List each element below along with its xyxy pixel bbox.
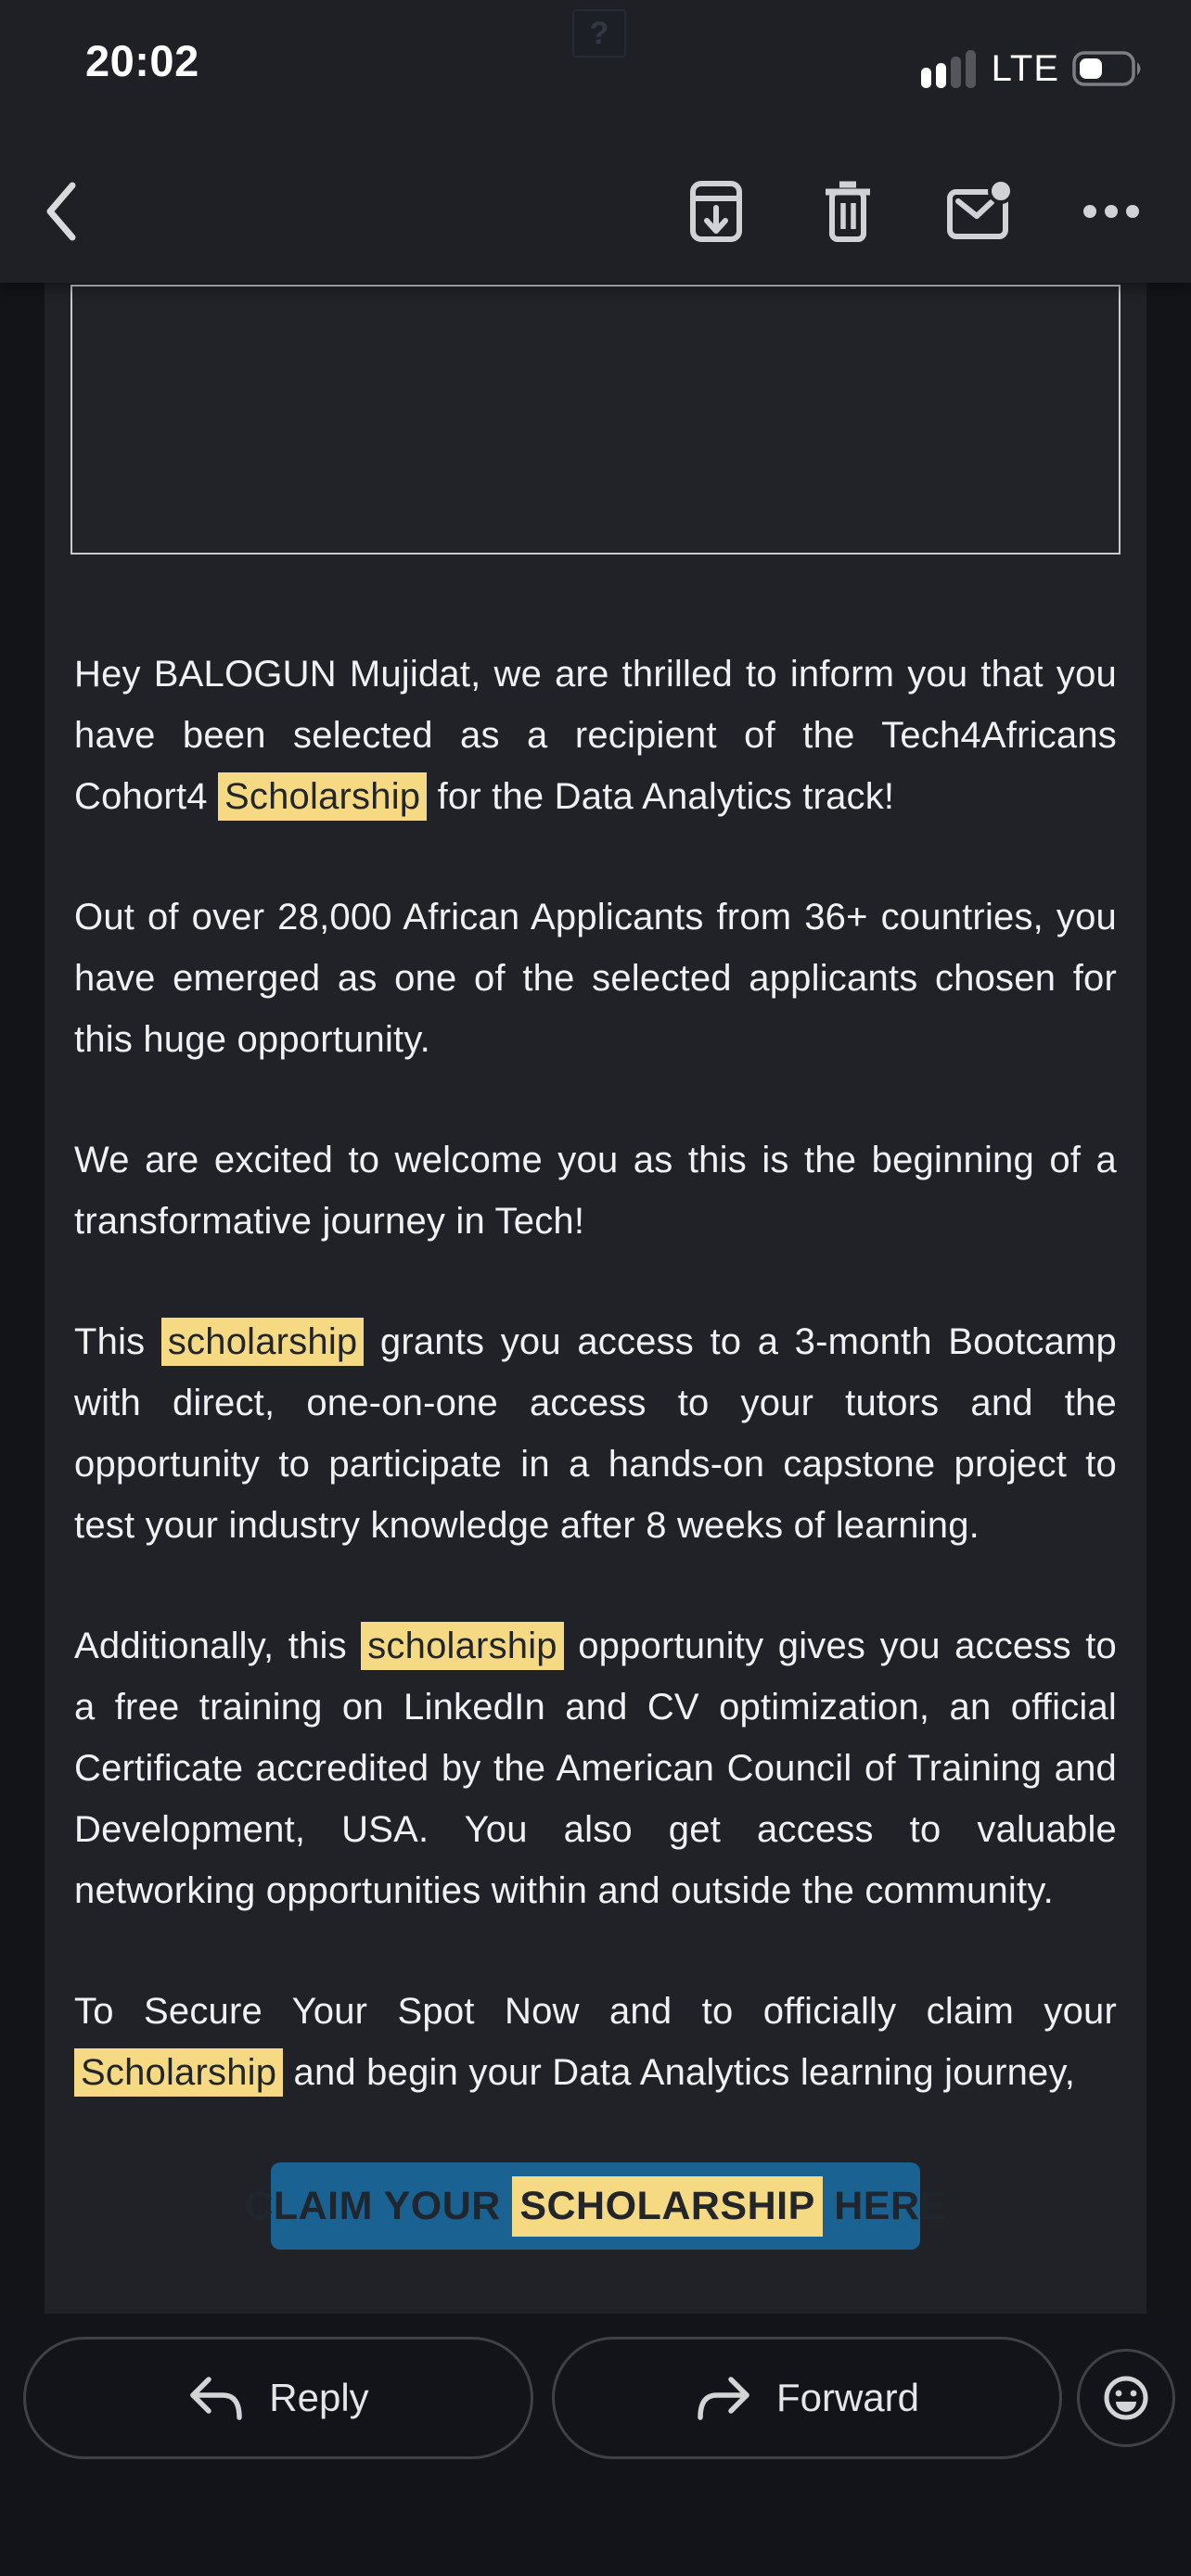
- bottom-action-bar: [0, 2314, 1191, 2576]
- text-segment: grants you access to a 3-month Bootcamp with direct, one-on-one access to your tutors and the opportunity to participate in a hands-on capstone project to test your industry knowledge after 8 weeks of learning.: [74, 1321, 1117, 1546]
- battery-icon: [1072, 51, 1145, 86]
- status-indicators: [921, 46, 1145, 91]
- email-paragraph: [74, 886, 1117, 1070]
- email-scroll-area[interactable]: [0, 283, 1191, 2314]
- forward-arrow-icon: [695, 2375, 752, 2421]
- text-segment: This: [74, 1321, 161, 1362]
- emoji-smile-icon: [1100, 2372, 1152, 2424]
- archive-button[interactable]: [686, 178, 746, 248]
- top-chrome: [0, 0, 1191, 283]
- highlighted-text: scholarship: [161, 1318, 365, 1366]
- mark-unread-button[interactable]: [946, 182, 1013, 244]
- text-segment: Out of over 28,000 African Applicants from 36+ countries, you have emerged as one of the selected applicants chosen for this huge opportunity.: [74, 897, 1117, 1060]
- text-segment: HERE: [822, 2183, 947, 2228]
- back-button[interactable]: [41, 180, 82, 243]
- email-paragraph: [74, 1311, 1117, 1556]
- broken-image-placeholder: [572, 9, 626, 57]
- archive-icon: [686, 178, 746, 245]
- chevron-left-icon: [41, 180, 82, 243]
- email-body-card: [45, 283, 1146, 2314]
- reply-arrow-icon: [187, 2375, 245, 2421]
- highlighted-text: Scholarship: [74, 2048, 283, 2097]
- forward-label: Forward: [775, 2376, 920, 2419]
- emoji-reaction-button[interactable]: [1077, 2349, 1175, 2447]
- email-paragraph: [74, 1615, 1117, 1921]
- text-segment: Additionally, this: [74, 1626, 362, 1666]
- email-paragraph: [74, 644, 1117, 827]
- highlighted-text: SCHOLARSHIP: [512, 2176, 822, 2237]
- delete-button[interactable]: [820, 178, 876, 248]
- text-segment: opportunity gives you access to a free training on LinkedIn and CV optimization, an official Certificate accredited by the American Council of Training and Development, USA. You also get access to valuable networking opportunities within and outside the community.: [74, 1626, 1117, 1911]
- email-body-text: [74, 644, 1117, 2103]
- highlighted-text: Scholarship: [218, 772, 427, 821]
- cta-container: [45, 2162, 1146, 2250]
- email-paragraph: [74, 1129, 1117, 1252]
- trash-icon: [820, 178, 876, 245]
- text-segment: and begin your Data Analytics learning journey,: [283, 2052, 1076, 2093]
- claim-scholarship-button[interactable]: [244, 2162, 947, 2250]
- text-segment: Hey BALOGUN Mujidat, we are thrilled to inform you that you have been selected as a recipient of the Tech4Africans Cohort4: [74, 654, 1117, 817]
- text-segment: for the Data Analytics track!: [427, 776, 895, 817]
- status-time: 20:02: [85, 36, 199, 85]
- ellipsis-icon: [1082, 204, 1141, 219]
- email-paragraph: [74, 1981, 1117, 2103]
- highlighted-text: scholarship: [361, 1622, 564, 1670]
- reply-label: Reply: [269, 2376, 369, 2419]
- text-segment: We are excited to welcome you as this is the beginning of a transformative journey in Tech!: [74, 1140, 1117, 1242]
- email-image-placeholder: [70, 285, 1121, 555]
- cellular-signal-icon: [921, 49, 979, 88]
- broken-image-glyph: ?: [589, 15, 609, 51]
- forward-button[interactable]: [552, 2337, 1062, 2459]
- network-type-label: LTE: [991, 47, 1059, 89]
- text-segment: To Secure Your Spot Now and to officially claim your: [74, 1991, 1117, 2032]
- more-options-button[interactable]: [1082, 204, 1141, 222]
- reply-button[interactable]: [23, 2337, 533, 2459]
- mail-unread-icon: [946, 182, 1013, 241]
- text-segment: CLAIM YOUR: [244, 2183, 513, 2228]
